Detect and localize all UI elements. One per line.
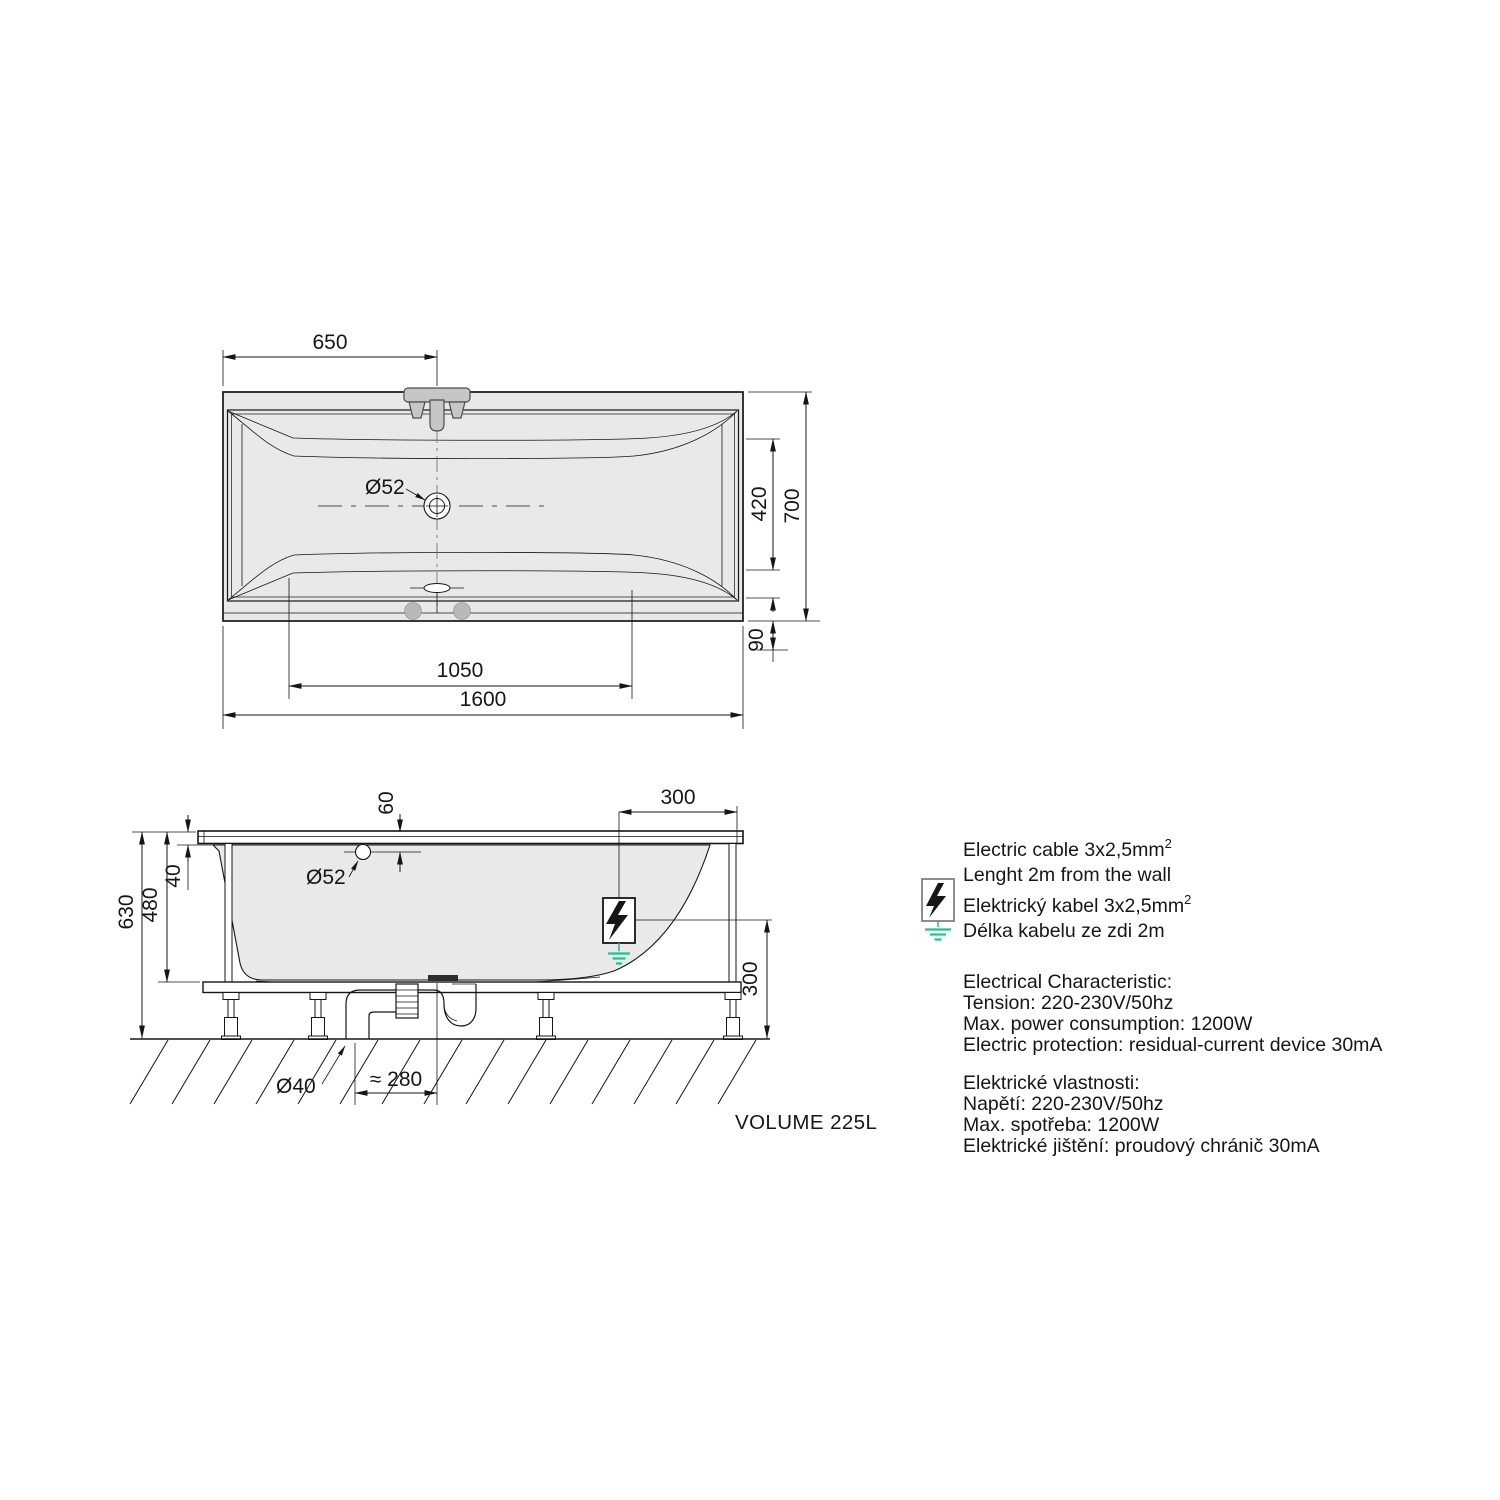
cable-text-en-1: Electric cable $3x2,5mm^2$: [963, 836, 1172, 861]
drain-pipe-leader: [322, 1046, 345, 1084]
cable-text-en-2: Lenght 2m from the wall: [963, 864, 1172, 886]
dim-630-lines: [132, 832, 196, 1038]
dim-300-right: 300: [739, 961, 762, 997]
dim-650-lines: [223, 350, 437, 386]
dim-90: 90: [745, 628, 768, 652]
dim-1600: 1600: [459, 688, 507, 711]
dim-650: 650: [312, 331, 348, 354]
dim-300-top: 300: [660, 786, 696, 809]
dim-40: 40: [162, 864, 185, 888]
electrical-specs-cs: [963, 1072, 1320, 1157]
drain-icon: [424, 493, 450, 519]
dim-700: 700: [781, 488, 804, 524]
spec-cs-title: Elektrické vlastnosti:: [963, 1072, 1140, 1094]
volume-label: VOLUME 225L: [735, 1111, 878, 1134]
spec-cs-protection: Elektrické jištění: proudový chránič 30mA: [963, 1135, 1320, 1157]
electrical-specs-en: [963, 971, 1382, 1056]
control-button-icon: [405, 603, 422, 620]
dim-420: 420: [748, 486, 771, 522]
side-view: [115, 786, 772, 1105]
dim-480-lines: [158, 832, 200, 982]
dim-60: 60: [375, 791, 398, 815]
spec-cs-power: Max. spotřeba: 1200W: [963, 1114, 1160, 1136]
spec-en-power: Max. power consumption: 1200W: [963, 1013, 1253, 1035]
tub-rim: [198, 831, 743, 844]
dim-280: ≈ 280: [369, 1068, 423, 1091]
dim-480: 480: [139, 887, 162, 923]
dim-300-top-lines: [619, 806, 737, 830]
cable-text-cs-2: Délka kabelu ze zdi 2m: [963, 920, 1165, 942]
electric-legend: [922, 836, 1191, 942]
ground-icon: [925, 921, 951, 940]
dim-1050: 1050: [436, 659, 484, 682]
floor-line: [130, 1039, 770, 1104]
drain-diameter-label: Ø52: [365, 476, 405, 499]
top-view: [223, 331, 820, 729]
overflow-diameter-label: Ø52: [306, 866, 346, 889]
dim-420-lines: [746, 439, 780, 612]
control-button-icon: [454, 603, 471, 620]
spec-en-title: Electrical Characteristic:: [963, 971, 1173, 993]
cable-text-cs-1: Elektrický kabel $3x2,5mm^2$: [963, 892, 1192, 917]
spec-en-tension: Tension: 220-230V/50hz: [963, 992, 1174, 1014]
dim-630: 630: [115, 894, 138, 930]
drain-flange: [428, 975, 458, 981]
spec-en-protection: Electric protection: residual-current device 30mA: [963, 1034, 1383, 1056]
spec-cs-tension: Napětí: 220-230V/50hz: [963, 1093, 1164, 1115]
drain-pipe-label: Ø40: [276, 1075, 316, 1098]
frame-legs: [222, 993, 743, 1040]
